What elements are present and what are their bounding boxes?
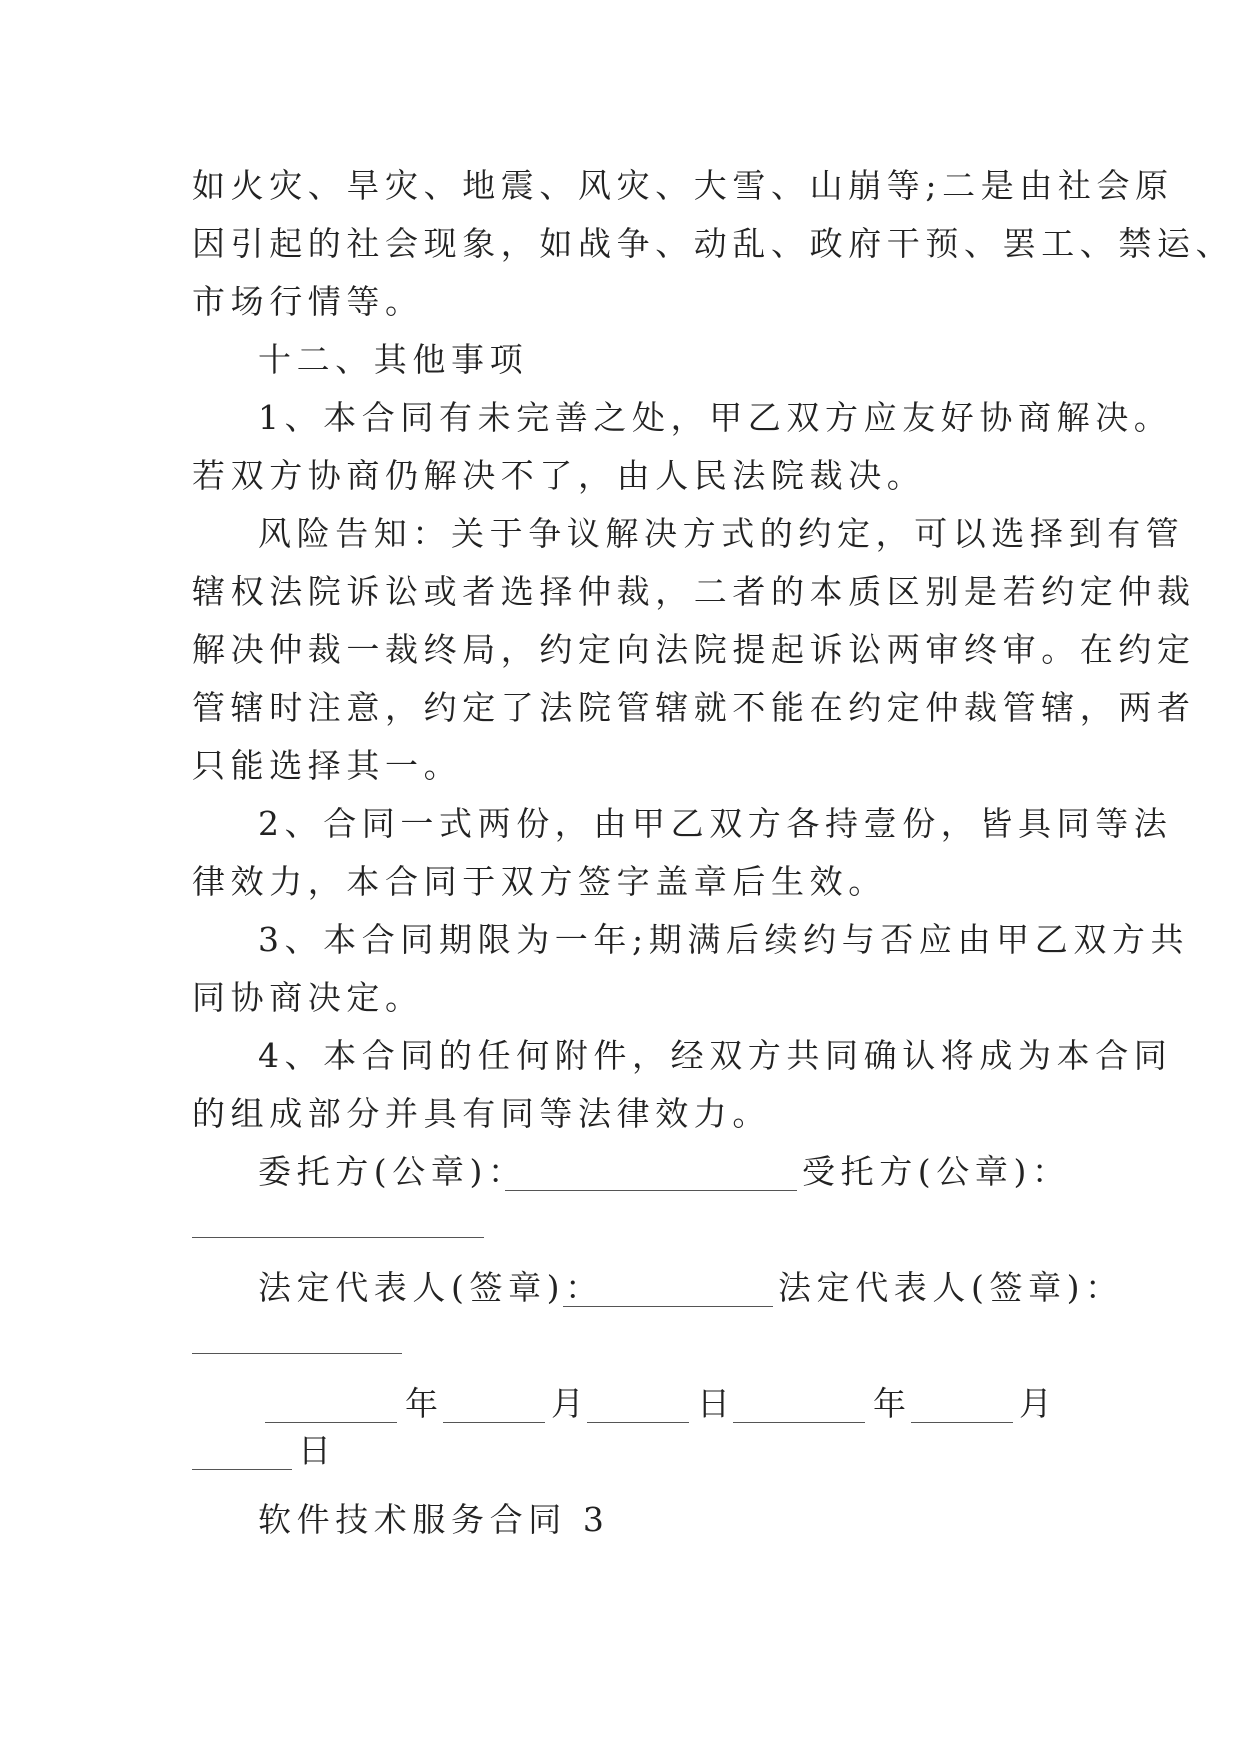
body-line: 因引起的社会现象，如战争、动乱、政府干预、罢工、禁运、 bbox=[192, 224, 1235, 263]
contractor-month-blank[interactable] bbox=[911, 1422, 1013, 1423]
body-line: 同协商决定。 bbox=[192, 978, 424, 1017]
next-contract-heading: 软件技术服务合同 3 bbox=[258, 1500, 610, 1539]
body-line: 如火灾、旱灾、地震、风灾、大雪、山崩等;二是由社会原 bbox=[192, 166, 1174, 205]
contractor-year-blank[interactable] bbox=[733, 1422, 865, 1423]
day-label: 日 bbox=[697, 1384, 736, 1423]
contractor-day-blank[interactable] bbox=[192, 1469, 292, 1470]
client-rep-label: 法定代表人(签章)： bbox=[258, 1268, 604, 1307]
body-line: 律效力，本合同于双方签字盖章后生效。 bbox=[192, 862, 887, 901]
clause-2: 2、合同一式两份，由甲乙双方各持壹份，皆具同等法 bbox=[258, 804, 1173, 843]
body-line: 解决仲裁一裁终局，约定向法院提起诉讼两审终审。在约定 bbox=[192, 630, 1196, 669]
client-year-blank[interactable] bbox=[265, 1422, 397, 1423]
body-line: 只能选择其一。 bbox=[192, 746, 463, 785]
year-label: 年 bbox=[873, 1384, 912, 1423]
body-line: 辖权法院诉讼或者选择仲裁，二者的本质区别是若约定仲裁 bbox=[192, 572, 1196, 611]
contractor-rep-label: 法定代表人(签章)： bbox=[778, 1268, 1124, 1307]
clause-4: 4、本合同的任何附件，经双方共同确认将成为本合同 bbox=[258, 1036, 1173, 1075]
section-heading: 十二、其他事项 bbox=[258, 340, 529, 379]
day-label: 日 bbox=[298, 1431, 337, 1470]
clause-1: 1、本合同有未完善之处，甲乙双方应友好协商解决。 bbox=[258, 398, 1173, 437]
body-line: 市场行情等。 bbox=[192, 282, 424, 321]
body-line: 若双方协商仍解决不了，由人民法院裁决。 bbox=[192, 456, 926, 495]
contractor-seal-blank[interactable] bbox=[192, 1237, 484, 1238]
year-label: 年 bbox=[405, 1384, 444, 1423]
contractor-rep-blank[interactable] bbox=[192, 1353, 402, 1354]
contractor-seal-label: 受托方(公章)： bbox=[802, 1152, 1071, 1191]
month-label: 月 bbox=[1019, 1384, 1058, 1423]
client-month-blank[interactable] bbox=[443, 1422, 545, 1423]
client-seal-blank[interactable] bbox=[505, 1190, 797, 1191]
month-label: 月 bbox=[551, 1384, 590, 1423]
client-rep-blank[interactable] bbox=[563, 1306, 773, 1307]
body-line: 的组成部分并具有同等法律效力。 bbox=[192, 1094, 771, 1133]
risk-notice: 风险告知：关于争议解决方式的约定，可以选择到有管 bbox=[258, 514, 1185, 553]
client-day-blank[interactable] bbox=[587, 1422, 689, 1423]
clause-3: 3、本合同期限为一年;期满后续约与否应由甲乙双方共 bbox=[258, 920, 1190, 959]
body-line: 管辖时注意，约定了法院管辖就不能在约定仲裁管辖，两者 bbox=[192, 688, 1196, 727]
client-seal-label: 委托方(公章)： bbox=[258, 1152, 527, 1191]
